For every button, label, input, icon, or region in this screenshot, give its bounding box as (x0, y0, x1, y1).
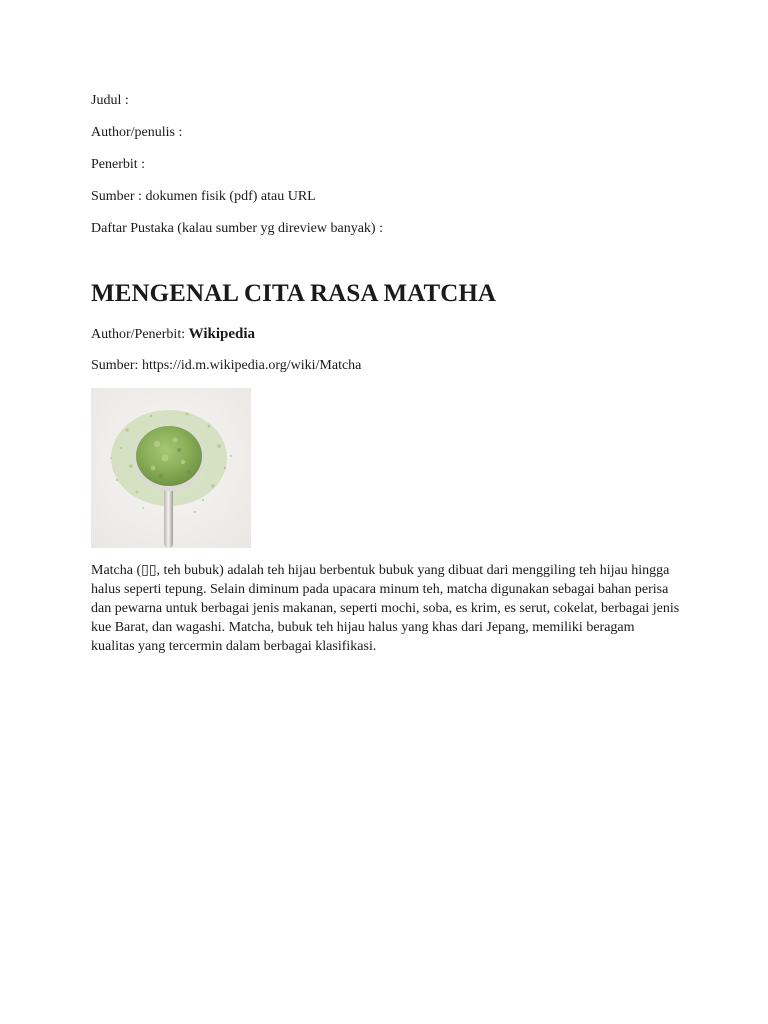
sumber-label: Sumber : dokumen fisik (pdf) atau URL (91, 189, 316, 204)
judul-label: Judul : (91, 93, 129, 108)
daftar-pustaka-label: Daftar Pustaka (kalau sumber yg direview banyak) : (91, 221, 383, 236)
article-paragraph: Matcha (▯▯, teh bubuk) adalah teh hijau berbentuk bubuk yang dibuat dari menggiling teh hijau hingga halus seperti tepung. Selain diminum pada upacara minum teh, matcha digunakan sebagai bahan perisa dan pewarna untuk berbagai jenis makanan, seperti mochi, soba, es krim, es serut, cokelat, berbagai jenis kue Barat, dan wagashi. Matcha, bubuk teh hijau halus yang khas dari Jepang, memiliki beragam kualitas yang tercermin dalam berbagai klasifikasi. (91, 563, 680, 654)
article-author (91, 324, 681, 345)
author-label-text: Author/Penerbit: (91, 327, 189, 342)
author-value: Wikipedia (188, 326, 256, 342)
article-title: MENGENAL CITA RASA MATCHA (91, 280, 497, 307)
matcha-spoon-image (91, 388, 251, 548)
author-label: Author/penulis : (91, 125, 183, 140)
article-source: Sumber: https://id.m.wikipedia.org/wiki/Matcha (91, 358, 362, 373)
penerbit-label: Penerbit : (91, 157, 146, 172)
document-page (91, 92, 681, 656)
